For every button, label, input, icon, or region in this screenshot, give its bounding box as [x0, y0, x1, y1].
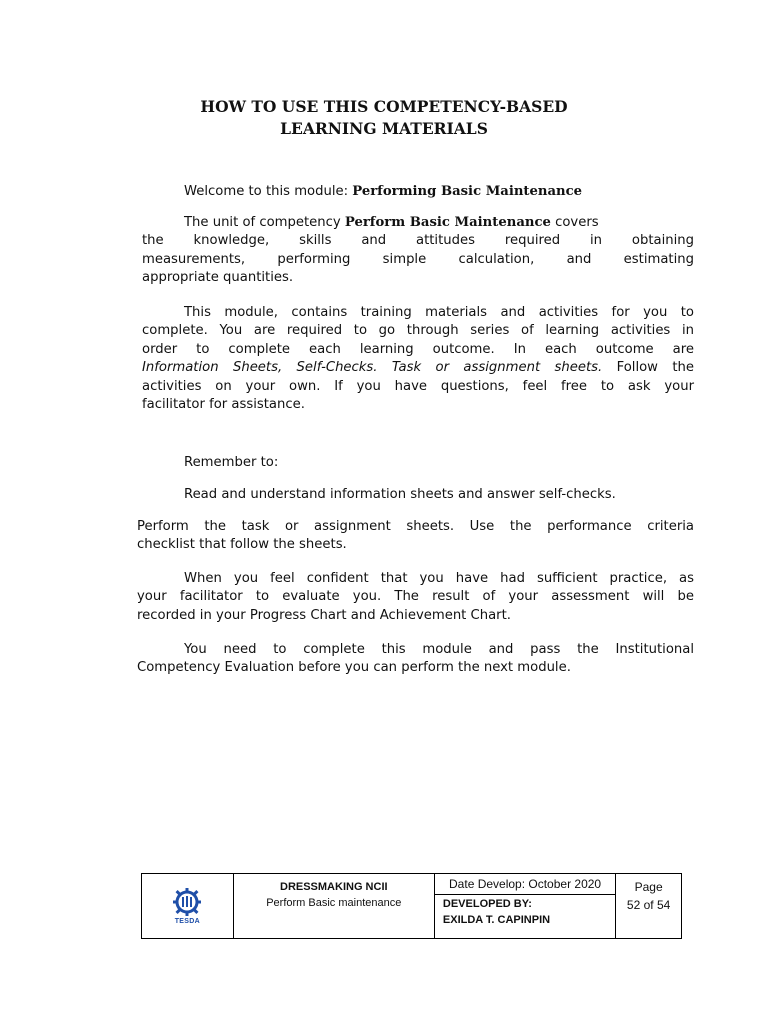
confident-line-2: your facilitator to evaluate you. The result of your assessment will be — [137, 589, 694, 605]
read-paragraph — [142, 486, 694, 504]
unit-line-4: appropriate quantities. — [142, 270, 294, 286]
footer-course-cell — [234, 874, 435, 938]
module-name: Performing Basic Maintenance — [352, 184, 583, 199]
welcome-prefix: Welcome to this module: — [184, 184, 353, 199]
perform-paragraph — [137, 518, 694, 555]
footer-page-cell — [616, 874, 681, 938]
developed-by-label: DEVELOPED BY: — [442, 898, 532, 910]
unit-name: Perform Basic Maintenance — [344, 215, 551, 230]
title-line-1: HOW TO USE THIS COMPETENCY-BASED — [200, 97, 568, 116]
unit-suffix: covers — [550, 215, 599, 230]
unit-paragraph — [142, 214, 694, 288]
module-info-line-4 — [142, 359, 694, 377]
tesda-logo-icon — [170, 887, 204, 917]
confident-line-3: recorded in your Progress Chart and Achievement Chart. — [137, 607, 511, 623]
title-line-2: LEARNING MATERIALS — [280, 119, 488, 138]
logo-text: TESDA — [174, 918, 200, 925]
remember-text: Remember to: — [184, 455, 279, 470]
read-text: Read and understand information sheets and answer self-checks. — [184, 487, 616, 502]
module-info-line-5: activities on your own. If you have questions, feel free to ask your — [142, 378, 694, 394]
perform-line-2: checklist that follow the sheets. — [137, 537, 347, 553]
unit-line-3: measurements, performing simple calculation, and estimating — [142, 251, 694, 267]
module-info-italic: Information Sheets, Self-Checks. Task or assignment sheets. — [142, 360, 603, 376]
confident-line-1: When you feel confident that you have had sufficient practice, as — [184, 571, 694, 586]
welcome-paragraph — [142, 183, 694, 201]
module-info-line-3: order to complete each learning outcome. In each outcome are — [142, 341, 694, 357]
developer-name: EXILDA T. CAPINPIN — [442, 914, 551, 926]
module-info-line-6: facilitator for assistance. — [142, 397, 305, 413]
module-info-paragraph — [142, 304, 694, 414]
footer-table — [141, 873, 682, 939]
perform-line-1: Perform the task or assignment sheets. Use the performance criteria — [137, 519, 694, 534]
page-number: 52 of 54 — [626, 898, 671, 912]
module-info-line-1: This module, contains training materials and activities for you to — [184, 305, 694, 320]
unit-prefix: The unit of competency — [184, 215, 345, 230]
page-title — [0, 96, 768, 140]
module-info-line-4-rest: Follow the — [602, 360, 694, 376]
footer-date-cell — [435, 874, 616, 938]
complete-paragraph — [137, 641, 694, 678]
unit-line-2: the knowledge, skills and attitudes required in obtaining — [142, 233, 694, 249]
remember-paragraph — [142, 454, 694, 472]
date-develop: Date Develop: October 2020 — [435, 874, 615, 895]
complete-line-2: Competency Evaluation before you can perform the next module. — [137, 660, 571, 676]
subject-title: Perform Basic maintenance — [266, 897, 402, 909]
confident-paragraph — [137, 570, 694, 625]
module-info-line-2: complete. You are required to go through series of learning activities in — [142, 323, 694, 339]
page-label: Page — [634, 880, 663, 894]
complete-line-1: You need to complete this module and pass the Institutional — [184, 642, 694, 657]
course-title: DRESSMAKING NCII — [280, 881, 388, 893]
footer-logo-cell — [142, 874, 234, 938]
